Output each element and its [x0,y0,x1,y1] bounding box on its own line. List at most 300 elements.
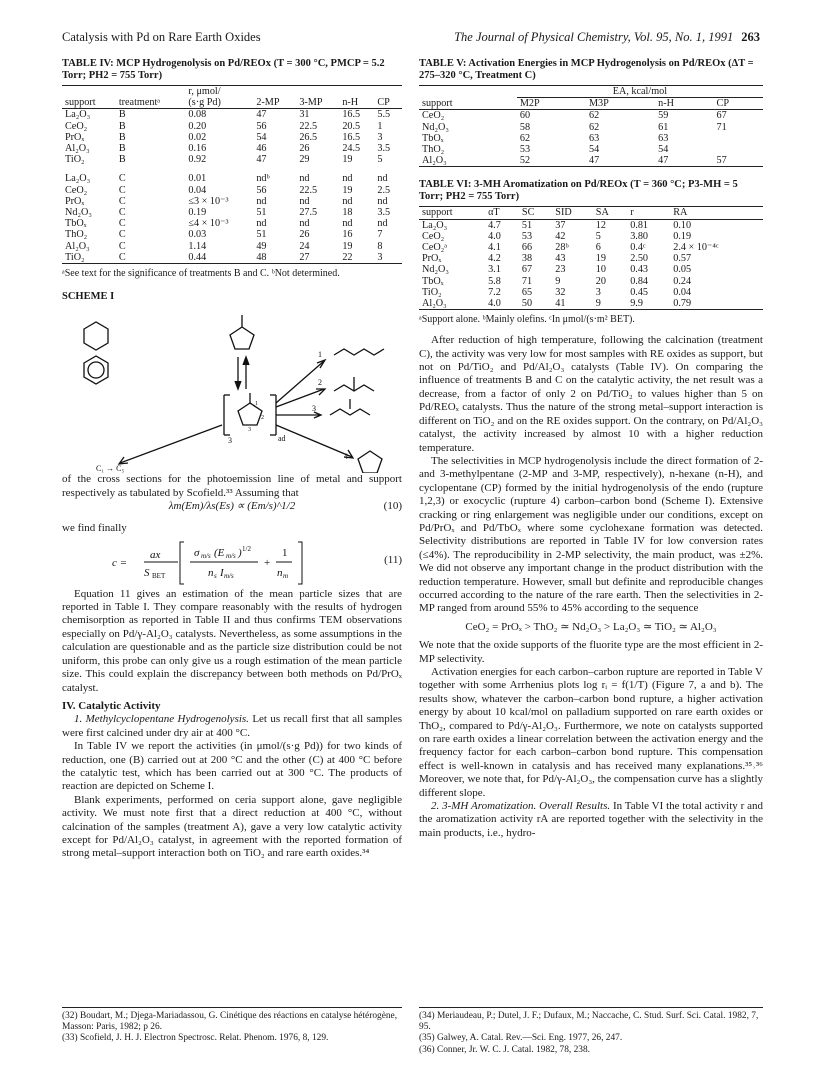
table4-row-cell: TiO₂ [65,154,85,166]
table5-row-cell: 47 [588,155,600,167]
table6-row-cell: 19 [595,253,606,265]
running-head-left: Catalysis with Pd on Rare Earth Oxides [62,30,261,44]
table4-footnote: ᵃSee text for the significance of treatments B and C. ᵇNot determined. [62,268,340,280]
table4-row [62,252,402,264]
scheme-title: SCHEME I [62,291,115,303]
table4-row-cell: 5 [377,154,383,166]
right-paragraph-3: We note that the oxide supports of the fluorite type are the most efficient in 2-MP selectivity. [419,639,763,665]
table4-caption: TABLE IV: MCP Hydrogenolysis on Pd/REOx (T = 300 °C, PMCP = 5.2 Torr; PH2 = 755 Torr) [62,58,385,81]
table5-header-row [419,98,763,110]
table5-row-cell: 61 [658,121,669,133]
table6-row-cell: 65 [521,286,533,298]
svg-text:m/s: m/s [201,551,211,560]
table4-row-cell: C [118,218,126,230]
table6-row-cell: 3.1 [488,264,501,276]
table4-row-cell: 27 [299,251,310,263]
svg-text:BET: BET [152,571,166,580]
page-number: 263 [741,30,760,44]
table4-row-cell: 3 [377,251,383,263]
table4-row-cell: 7 [377,229,383,241]
table5-row-cell: 54 [658,144,669,156]
table4-row [62,132,402,143]
svg-text:(E: (E [214,546,225,559]
references-right [419,1007,763,1056]
table6-row-cell: 4.1 [488,242,501,254]
scheme-label-4: 4 [344,452,348,462]
table4-row [62,207,402,218]
table6-row-cell: 0.43 [630,264,649,276]
table4-row-cell: 51 [256,229,267,241]
scheme-ring-3: 3 [248,427,251,434]
table4-row-cell: C [118,195,126,207]
subsection-2-title: 2. 3-MH Aromatization. Overall Results. [431,800,611,813]
table6-row-cell: 2.50 [630,253,649,265]
table4-row [62,154,402,165]
table6-row-cell: 0.24 [673,275,692,287]
left-paragraph-3: Equation 11 gives an estimation of the mean particle sizes that are reported in Table I. They compare reasonably with the results of hydrogen chemisorption as reported in Table II and thus confirms TEM observations especially on Pd/γ-Al₂O₃ catalysts. Nevertheless, as some assumptions in the calculation are questionable and as the particle size distribution could be not uniform, this probe can only give us a rough estimation of the mean particle size. This could explain the discrepancy between both methods on Pd/PrOₓ catalyst. [62,587,402,694]
table4-row [62,143,402,154]
table4-row [62,218,402,229]
table4-row-cell: 22.5 [299,120,318,132]
table4-row-cell: C [118,251,126,263]
table4-row-cell: 0.20 [188,120,207,132]
table6-caption: TABLE VI: 3-MH Aromatization on Pd/REOx (T = 360 °C; P3-MH = 5 Torr; PH2 = 755 Torr) [419,179,738,203]
table6-header-row [419,207,763,219]
table4-header-row-cell: 2-MP [256,97,280,109]
table5-row-cell [714,144,763,155]
table4-row-cell: 16.5 [342,131,361,143]
table5-row-cell: 52 [519,155,531,167]
table4-row-cell: 0.08 [188,109,207,121]
table4-row-cell: B [118,120,126,132]
table6-row-cell: 4.0 [488,230,501,242]
table6-row-cell: 0.81 [630,219,649,231]
table4-row-cell: 56 [256,184,267,196]
cyclopentane [358,451,382,473]
table4-row-cell: nd [299,195,310,207]
reference-32: (32) Boudart, M.; Djega-Mariadassou, G. Cinétique des réactions en catalyse hétérogène, Masson: Paris, 1982; p 26. [62,1011,398,1033]
table5-row [419,110,763,122]
svg-text:s: s [214,571,217,580]
table4-row-cell: 2.5 [377,184,391,196]
table4-row-cell: 0.02 [188,131,207,143]
table4-row-cell: 0.92 [188,154,207,166]
table4-row-cell: ≤4 × 10⁻³ [188,218,229,230]
svg-text:1/2: 1/2 [242,544,251,553]
table4-row-cell: PrOₓ [65,195,85,207]
svg-text:ax: ax [150,548,161,561]
table6-row-cell: 0.19 [673,230,692,242]
table4-row [62,173,402,184]
svg-text:m/s: m/s [224,571,234,580]
table6-row-cell: 0.84 [630,275,649,287]
table5-row-cell: 53 [519,144,531,156]
table4-header-row-cell: treatmentᵃ [118,97,161,109]
table6-row-cell: 4.2 [488,253,501,265]
table5-header-row-cell: support [422,97,453,109]
table5-row-cell: 60 [519,110,531,122]
table4-row-cell: 1.14 [188,240,207,252]
left-column [62,58,402,861]
table6-row-cell: 66 [521,242,533,254]
table4-row-cell: 0.16 [188,143,207,155]
table4-row-cell: 19 [342,154,353,166]
table4-row-cell: Nd₂O₃ [65,207,92,219]
table6-row [419,253,763,264]
table6-row-cell: 23 [555,264,566,276]
table4-head-top: r, μmol/ [188,86,221,97]
table4-row-cell: B [118,143,126,155]
table6-row [419,219,763,231]
svg-text:σ: σ [194,546,200,559]
table4-header-row-cell: CP [377,97,390,109]
table5-row [419,155,763,167]
table6-row-cell: Nd₂O₃ [422,264,449,276]
table4-row-cell: 47 [256,109,267,121]
table6-row-cell: 9 [595,298,601,310]
table6-row-cell: 3 [595,286,601,298]
table5-row-cell: 67 [716,110,727,122]
table5-row-cell: 63 [658,132,669,144]
table4-row-cell: ndᵇ [256,173,270,185]
svg-text:I: I [220,566,224,579]
table4-row-cell: nd [342,195,353,207]
table4-row-cell: 3.5 [377,143,391,155]
table6-row-cell: 0.04 [673,286,692,298]
table4-row-cell: 0.01 [188,173,207,185]
table4-row-cell: 54 [256,131,267,143]
table6-row-cell: 6 [595,242,601,254]
table5-row-cell: 54 [588,144,600,156]
table5-header-row-cell: CP [716,98,730,110]
table4-row-cell: 20.5 [342,120,361,132]
table5-header-row-cell: M2P [519,98,540,110]
svg-text:n: n [277,566,283,579]
table4-row-cell: 47 [256,154,267,166]
table4-row-cell: CeO₂ [65,120,88,132]
table4-row-cell: C [118,207,126,219]
right-paragraph-5-body: In Table VI the total activity r and the aromatization activity rA are reported together with the selectivity in the main products, i.e., hydro- [419,800,764,839]
table4-row [62,229,402,240]
table6-row-cell: 0.57 [673,253,692,265]
table4-row-cell: La₂O₃ [65,109,91,121]
table4-row-cell: 16.5 [342,109,361,121]
table5-row-cell: Al₂O₃ [422,155,447,167]
table4-row-cell: 3 [377,131,383,143]
table6-row-cell: 41 [555,298,566,310]
table5-row-cell: ThO₂ [422,144,445,156]
left-paragraph-4 [62,713,402,740]
equation-11 [62,536,402,588]
table5-row-cell: 62 [588,110,600,122]
table4-row [62,185,402,196]
table6-row-cell: 43 [555,253,566,265]
table6-footnote: ᵃSupport alone. ᵇMainly olefins. ᶜIn μmol/(s·m² BET). [419,314,635,326]
equation-11-svg [112,536,412,588]
table4-row-cell: 26.5 [299,131,318,143]
table6-row-cell: TiO₂ [422,286,442,298]
n-hexane [334,349,384,355]
table4-row-cell: 27.5 [299,207,318,219]
table6-row [419,242,763,253]
table4-row-cell: 0.04 [188,184,207,196]
table4-row-cell: nd [377,218,388,230]
table5-row-cell: TbOₓ [422,132,444,144]
svg-text:n: n [208,566,214,579]
table4-row-cell: TbOₓ [65,218,87,230]
table6-header-row-cell: SC [521,207,535,219]
left-paragraph-1: of the cross sections for the photoemission line of metal and support respectively as tabulated by Scofield.³³ Assuming that [62,473,402,499]
table4-row-cell: ThO₂ [65,229,88,241]
table6-header-row-cell: support [422,207,453,219]
table6-row-cell: 4.0 [488,298,501,310]
table4-row-cell: C [118,173,126,185]
table5-header-row-cell: n-H [658,98,674,110]
table4-row-cell: nd [256,195,267,207]
table4-row [62,196,402,207]
table6-row [419,287,763,298]
scheme-label-ad: ad [278,434,286,444]
table4-header-row-cell: support [65,97,96,109]
table5-row-cell: 62 [519,132,531,144]
right-paragraph-1: After reduction of high temperature, following the calcination (treatment C), the activity was very low for most samples with RE oxides as support, but not on Pd/TiO₂ and Pd/Al₂O₃ catalysts (Table IV). On comparing the influence of treatments B and C on the catalytic activity, the net result was a decrease, from a factor of only 2 on Pd/TiO₂ to values higher than 5 on Pd/REOₓ catalysts. Thus the nature of the strong metal–support interaction is different on TiO₂ and on the RE oxides support. On the contrary, on Pd/Al₂O₃ catalyst, the activity increased by almost 10 with a higher reduction temperature. [419,334,763,454]
table6-row-cell: 2.4 × 10⁻⁴ᶜ [673,242,719,254]
table4-row-cell: 0.44 [188,251,207,263]
table6-row-cell: 9.9 [630,298,643,310]
table4-row-cell: nd [377,173,388,185]
table4-row-cell: ≤3 × 10⁻³ [188,195,229,207]
table6-row-cell: 12 [595,219,606,231]
table5-row-cell: 71 [716,121,727,133]
table4-row-cell: 26 [299,229,310,241]
table4-row-cell: B [118,109,126,121]
table6-header-row-cell: αT [488,207,500,219]
table5-row [419,144,763,155]
table4-header-row-cell: (s·g Pd) [188,97,221,109]
svg-text:m: m [283,571,289,580]
table6-row-cell: 9 [555,275,561,287]
table5-row [419,133,763,144]
table6-row-cell: 50 [521,298,533,310]
table4-row-cell: 24.5 [342,143,361,155]
right-paragraph-5 [419,800,763,840]
table6-row-cell: 0.79 [673,298,692,310]
table5-row-cell: CeO₂ [422,110,445,122]
running-head-right [454,30,760,45]
table6-row [419,264,763,275]
left-paragraph-6: Blank experiments, performed on ceria support alone, gave negligible activity. We must note first that a direct reduction at 400 °C, without calcination of the samples (treatment A), gave a very low catalytic activity except for Pd/Al₂O₃ catalyst, in agreement with the reported formation of strong metal–support interaction both on TiO₂ and rare earth oxides.³⁴ [62,793,402,860]
scheme-1-diagram [62,307,402,473]
journal-citation: The Journal of Physical Chemistry, Vol. 95, No. 1, 1991 [454,30,734,44]
scheme-ring-2: 2 [261,415,264,422]
svg-text:c =: c = [112,556,128,569]
table4-row-cell: 29 [299,154,310,166]
table4-row-cell: 16 [342,229,353,241]
equation-10-number: (10) [383,500,402,513]
reference-33: (33) Scofield, J. H. J. Electron Spectrosc. Relat. Phenom. 1976, 8, 129. [62,1033,329,1044]
table4-header-row-cell: n-H [342,97,359,109]
table6-header-row-cell: SA [595,207,609,219]
table6-row-cell: 7.2 [488,286,501,298]
table4-row-cell: PrOₓ [65,131,85,143]
table6 [419,206,763,310]
scheme-label-1: 1 [318,350,322,360]
equation-11-number: (11) [384,553,402,566]
table6-row-cell: 0.45 [630,286,649,298]
table6-row-cell: CeO₂ᵃ [422,242,448,254]
table4-header-row-cell: 3-MP [299,97,323,109]
table6-header-row-cell: SID [555,207,572,219]
table4-row [62,109,402,121]
table4-row-cell: C [118,184,126,196]
table6-row-cell: 28ᵇ [555,242,569,254]
scheme-svg [62,307,402,473]
table6-row [419,298,763,310]
table4-row-cell: Al₂O₃ [65,240,90,252]
table4-row-cell: 8 [377,240,383,252]
table4-row-cell: 18 [342,207,353,219]
table6-header-row-cell: r [630,207,634,219]
section-heading: IV. Catalytic Activity [62,699,161,712]
table4-row-cell: 1 [377,120,383,132]
table6-row [419,276,763,287]
table4-row-cell: 5.5 [377,109,391,121]
table4-row-cell: 46 [256,143,267,155]
table5-row-cell [714,133,763,144]
table6-row-cell: 71 [521,275,533,287]
selectivity-sequence: CeO₂ = PrOₓ > ThO₂ ≃ Nd₂O₃ > La₂O₃ ≃ TiO₂ ≃ Al₂O₃ [465,620,717,633]
table4-row-cell: nd [299,218,310,230]
table4-row-cell: 48 [256,251,267,263]
table4-row-cell: 22 [342,251,353,263]
right-column [419,58,763,840]
table6-row-cell: 3.80 [630,230,649,242]
table4-header-row [62,97,402,109]
table6-row-cell: Al₂O₃ [422,298,447,310]
table6-row-cell: 5 [595,230,601,242]
right-paragraph-2: The selectivities in MCP hydrogenolysis include the direct formation of 2- and 3-methylpentane (2-MP and 3-MP, respectively), n-hexane (n-H), and cyclopentane (CP) formed by the initial hydrogenolysis of the endo (rupture 1,2,3) or exocyclic (rupture 4) carbon–carbon bond (Scheme I). Extensive cracking or ring enlargement was negligible under our conditions, except on Pd/PrOₓ and Pd/TbOₓ where some cyclohexane formation was detected. Selectivity distributions are reported in Table IV for low conversion rates (≤4%). The reproducibility in 2-MP selectivity, the main product, was ±2%. We did not observe any important change in the product distribution with the reduction temperature. However, small but definite and reproducible changes occurred according to the nature of the rare earth. Then the selectivities in 2-MP ranged from around 55% to 45% according to the sequence [419,454,763,615]
svg-text:S: S [144,566,150,579]
mcp-top [230,327,254,349]
table4-row-cell: 56 [256,120,267,132]
table4-row-cell: 22.5 [299,184,318,196]
table6-row-cell: 5.8 [488,275,501,287]
table5-span-head: EA, kcal/mol [517,86,763,98]
table6-row-cell: 51 [521,219,533,231]
table4-row-cell: nd [342,218,353,230]
table5-row-cell: Nd₂O₃ [422,121,449,133]
svg-text:1: 1 [282,546,288,559]
scheme-label-3: 3 [312,404,316,414]
table4-row-cell: 19 [342,184,353,196]
table6-row-cell: 37 [555,219,566,231]
benzene-circle [88,362,104,378]
svg-text:+: + [264,556,271,569]
subsection-1-title: 1. Methylcyclopentane Hydrogenolysis. [74,713,249,726]
table6-row [419,231,763,242]
table4-row-cell: CeO₂ [65,184,88,196]
table4-row-cell: Al₂O₃ [65,143,90,155]
table4-row-cell: C [118,229,126,241]
table4-row-cell: La₂O₃ [65,173,91,185]
table6-row-cell: 10 [595,264,606,276]
table6-row-cell: 53 [521,230,533,242]
table6-row-cell: 42 [555,230,566,242]
table6-row-cell: 4.7 [488,219,501,231]
scheme-label-3b: 3 [228,436,232,446]
table4-row-cell: B [118,154,126,166]
svg-text:): ) [238,546,242,559]
table5-row-cell: 58 [519,121,531,133]
table5-row-cell: 47 [658,155,669,167]
reference-35: (35) Galwey, A. Catal. Rev.—Sci. Eng. 1977, 26, 247. [419,1033,623,1044]
table6-row-cell: 38 [521,253,533,265]
scheme-ring-1: 1 [255,401,258,408]
reference-34: (34) Meriaudeau, P.; Dutel, J. F.; Dufaux, M.; Naccache, C. Stud. Surf. Sci. Catal. 1982, 7, 95. [419,1011,759,1033]
table4-row-cell: TiO₂ [65,251,85,263]
left-paragraph-4-body: Let us recall first that all samples were first calcined under dry air at 400 °C. [62,713,403,739]
table6-row-cell: 0.10 [673,219,692,231]
table4-row-cell: 49 [256,240,267,252]
3-methylpentane [330,409,370,415]
table4-row-cell: 0.03 [188,229,207,241]
table5-row-cell: 63 [588,132,600,144]
table6-row-cell: La₂O₃ [422,219,448,231]
table6-row-cell: PrOₓ [422,253,442,265]
scheme-label-c1c5: C₁ → C₅ [96,464,125,474]
cyclohexane-ring [84,322,108,350]
table4 [62,85,402,264]
table4-row-cell: nd [342,173,353,185]
table4-row-cell: 51 [256,207,267,219]
table6-row-cell: 32 [555,286,566,298]
table4-row-cell: 19 [342,240,353,252]
table5-caption: TABLE V: Activation Energies in MCP Hydrogenolysis on Pd/REOx (ΔT = 275–320 °C, Treatment C) [419,58,754,81]
table4-row-cell: nd [377,195,388,207]
left-paragraph-5: In Table IV we report the activities (in μmol/(s·g Pd)) for two kinds of reduction, one (B) carried out at 200 °C and the other (C) at 400 °C before the catalytic test, which has been carried out at 300 °C. The products of reaction are depicted on Scheme I. [62,740,402,793]
table5-row-cell: 57 [716,155,727,167]
table6-row-cell: CeO₂ [422,230,445,242]
table6-header-row-cell: RA [673,207,688,219]
left-paragraph-2: we find finally [62,522,127,535]
equation-10 [62,500,402,522]
reference-36: (36) Conner, Jr. W. C. J. Catal. 1982, 78, 238. [419,1044,590,1055]
table4-row-cell: 26 [299,143,310,155]
right-paragraph-4: Activation energies for each carbon–carbon rupture are reported in Table V together with some Arrhenius plots log rᵢ = f(1/T) (Figure 7, a and b). The results show, whatever the carbon–carbon bond rupture, a higher activation energy by about 10 kcal/mol on palladium supported on rare earth oxides or ThO₂, compared to Pd/γ-Al₂O₃. Furthermore, we note on catalysts supported on rare earth oxides a linear correlation between the activation energy and the frequency factor for each carbon–carbon bond rupture. This compensation effect is well-known in catalysis and has received many explanations.³⁵˒³⁶ Moreover, we note that, for Pd/γ-Al₂O₃, the compensation curve has a slightly different slope. [419,666,763,799]
table6-row-cell: 20 [595,275,606,287]
table6-row-cell: 67 [521,264,533,276]
table4-row [62,241,402,252]
table4-row-cell: 31 [299,109,310,121]
table5 [419,85,763,167]
table5-header-row-cell: M3P [588,98,609,110]
table4-row-cell: 3.5 [377,207,391,219]
references-left [62,1007,402,1045]
svg-text:m/s: m/s [226,551,236,560]
table6-row-cell: 0.4ᶜ [630,242,646,254]
equation-10-body: λm(Em)/λs(Es) ∝ (Em/s)^1/2 [168,500,296,513]
table4-row-cell: B [118,131,126,143]
table5-row-cell: 59 [658,110,669,122]
table4-row [62,121,402,132]
table5-row [419,122,763,133]
table6-row-cell: TbOₓ [422,275,444,287]
scheme-label-2: 2 [318,378,322,388]
table4-row-cell: 0.19 [188,207,207,219]
table5-row-cell: 62 [588,121,600,133]
table4-row-cell: nd [256,218,267,230]
table4-row-cell: C [118,240,126,252]
